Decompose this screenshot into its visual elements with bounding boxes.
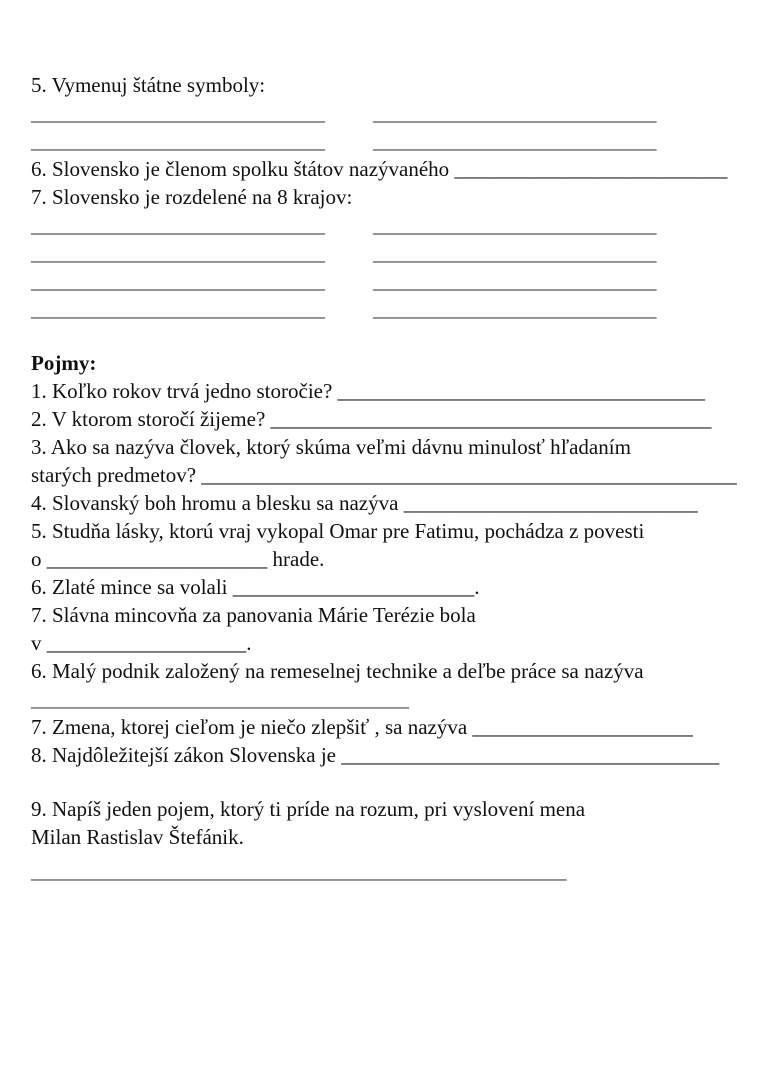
question-7-kraje-heading: 7. Slovensko je rozdelené na 8 krajov:	[31, 185, 353, 209]
answer-blank: ____________________________	[31, 213, 325, 237]
pojmy-section	[31, 349, 768, 885]
answer-blank: ___________________________	[373, 129, 657, 153]
pojmy-q1-storocie: 1. Koľko rokov trvá jedno storočie? ___________________________________	[31, 379, 706, 403]
pojmy-q9-answer-blank: ___________________________________________________	[31, 859, 567, 883]
pojmy-q6-zlate-mince: 6. Zlaté mince sa volali _______________________.	[31, 575, 480, 599]
answer-blank: ____________________________	[31, 241, 325, 265]
pojmy-q9-stefanik-part2: Milan Rastislav Štefánik.	[31, 825, 244, 849]
pojmy-q8-zakon-slovenska: 8. Najdôležitejší zákon Slovenska je ____________________________________	[31, 743, 720, 767]
pojmy-q6b-answer-blank: ____________________________________	[31, 687, 409, 711]
answer-blank: ___________________________	[373, 213, 657, 237]
question-7-answer-row	[31, 267, 768, 295]
answer-blank: ___________________________	[373, 269, 657, 293]
pojmy-heading: Pojmy:	[31, 351, 97, 375]
pojmy-q3-archeolog-part2: starých predmetov? ___________________________________________________	[31, 463, 737, 487]
pojmy-q2-storoci-zijeme: 2. V ktorom storočí žijeme? __________________________________________	[31, 407, 712, 431]
question-5-statne-symboly: 5. Vymenuj štátne symboly:	[31, 73, 266, 97]
answer-blank: ___________________________	[373, 101, 657, 125]
answer-blank: ___________________________	[373, 297, 657, 321]
question-7-answer-row	[31, 295, 768, 323]
answer-blank: ____________________________	[31, 101, 325, 125]
pojmy-q6b-maly-podnik: 6. Malý podnik založený na remeselnej technike a deľbe práce sa nazýva	[31, 659, 644, 683]
question-7-answer-row	[31, 211, 768, 239]
pojmy-q5-studna-lasky-part2: o _____________________ hrade.	[31, 547, 325, 571]
pojmy-q7b-zmena: 7. Zmena, ktorej cieľom je niečo zlepšiť , sa nazýva _____________________	[31, 715, 693, 739]
question-5-answer-row	[31, 99, 768, 127]
question-7-answer-row	[31, 239, 768, 267]
pojmy-q4-boh-hromu: 4. Slovanský boh hromu a blesku sa nazýva ____________________________	[31, 491, 698, 515]
question-5-answer-row	[31, 127, 768, 155]
answer-blank: ____________________________	[31, 269, 325, 293]
answer-blank: ____________________________	[31, 297, 325, 321]
pojmy-q7-mincovna-part1: 7. Slávna mincovňa za panovania Márie Terézie bola	[31, 603, 476, 627]
pojmy-q3-archeolog-part1: 3. Ako sa nazýva človek, ktorý skúma veľmi dávnu minulosť hľadaním	[31, 435, 631, 459]
pojmy-q5-studna-lasky-part1: 5. Studňa lásky, ktorú vraj vykopal Omar pre Fatimu, pochádza z povesti	[31, 519, 645, 543]
state-symbols-section	[31, 71, 768, 323]
answer-blank: ____________________________	[31, 129, 325, 153]
question-6-spolok-statov: 6. Slovensko je členom spolku štátov nazývaného __________________________	[31, 157, 728, 181]
pojmy-q7-mincovna-part2: v ___________________.	[31, 631, 252, 655]
answer-blank: ___________________________	[373, 241, 657, 265]
pojmy-q9-stefanik-part1: 9. Napíš jeden pojem, ktorý ti príde na rozum, pri vyslovení mena	[31, 797, 586, 821]
